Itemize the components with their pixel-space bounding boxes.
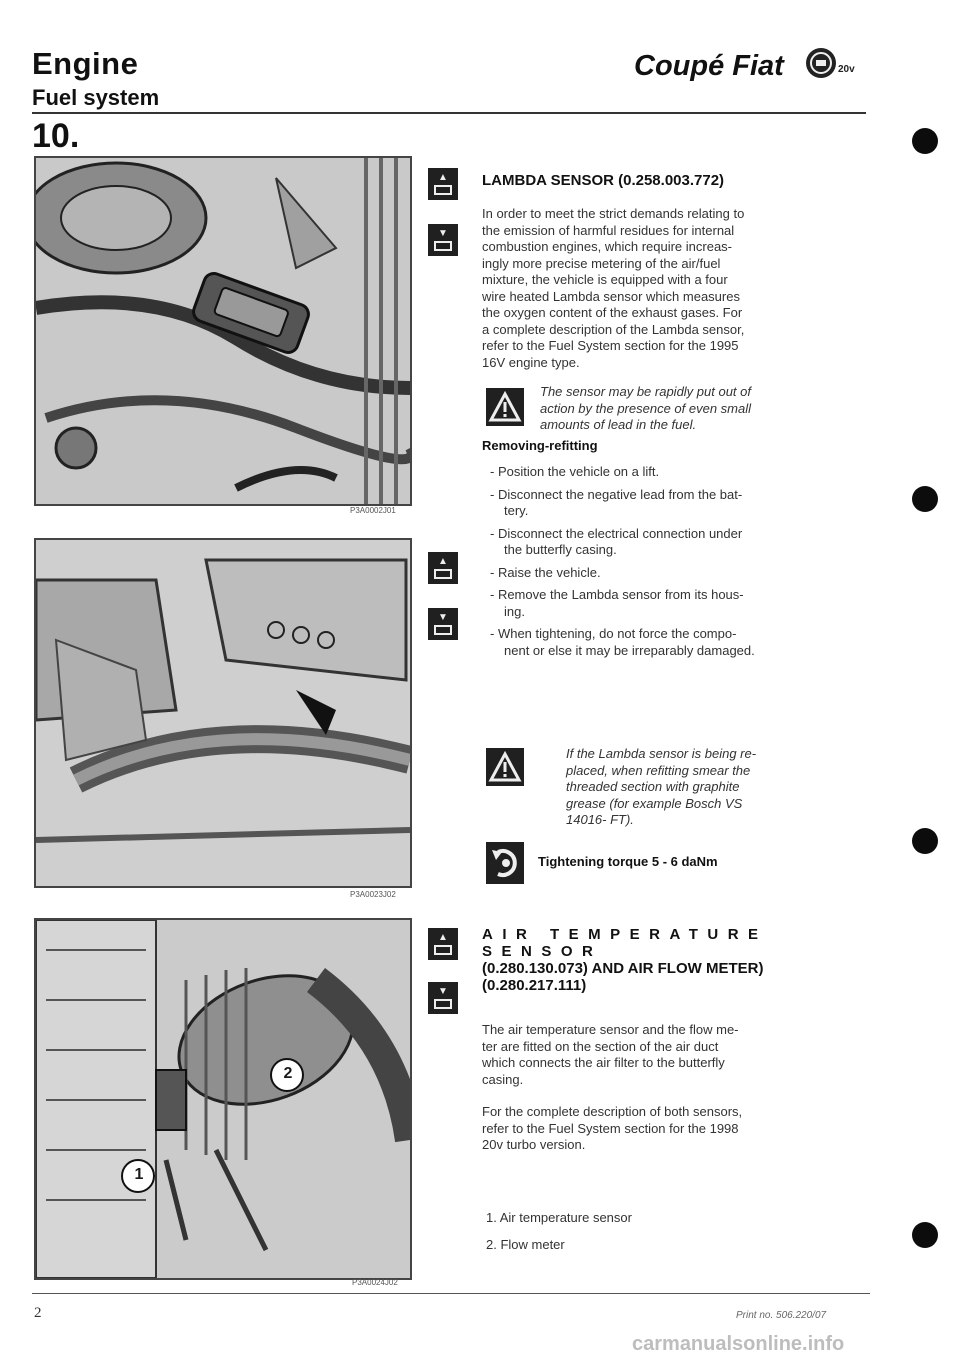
refit-note-line: If the Lambda sensor is being re-: [566, 746, 757, 761]
refit-note-line: threaded section with graphite: [566, 779, 740, 794]
refit-note-line: 14016- FT).: [566, 812, 634, 827]
engine-variant: 20v: [838, 64, 855, 75]
lambda-intro: [482, 206, 868, 371]
intro-line: wire heated Lambda sensor which measures: [482, 288, 740, 304]
step: [490, 565, 868, 582]
intro-line: combustion engines, which require increas-: [482, 239, 733, 254]
refit-note: [566, 746, 868, 829]
air-line: 20v turbo version.: [482, 1137, 586, 1152]
legend-item: 2. Flow meter: [486, 1236, 565, 1252]
footer-divider: [32, 1293, 870, 1294]
lambda-title: LAMBDA SENSOR (0.258.003.772): [482, 172, 725, 189]
intro-line: ingly more precise metering of the air/fuel: [482, 255, 721, 271]
air-para-2: [482, 1104, 868, 1154]
air-line: refer to the Fuel System section for the 1998: [482, 1120, 739, 1136]
legend-item: 1. Air temperature sensor: [486, 1210, 632, 1225]
intro-line: a complete description of the Lambda sensor,: [482, 321, 745, 337]
figure-code: P3A0002J01: [350, 506, 396, 515]
caution-line: amounts of lead in the fuel.: [540, 417, 697, 432]
binding-hole: [912, 486, 938, 512]
removal-icon: ▲: [428, 928, 458, 960]
air-title-line-1-text: AIR TEMPERATURE SENSOR: [482, 926, 768, 960]
step: [490, 526, 868, 559]
air-para-1: [482, 1022, 868, 1088]
intro-line: the oxygen content of the exhaust gases. For: [482, 305, 743, 320]
refit-note-line: grease (for example Bosch VS: [566, 795, 743, 811]
step-line: ing.: [504, 603, 525, 619]
air-line: casing.: [482, 1071, 524, 1087]
removal-icon: ▲: [428, 552, 458, 584]
step-line: - When tightening, do not force the compo-: [490, 626, 737, 641]
intro-line: the emission of harmful residues for internal: [482, 222, 735, 238]
refitting-icon: ▼: [428, 608, 458, 640]
callout-2: 2: [283, 1065, 293, 1082]
binding-hole: [912, 828, 938, 854]
caution-note: [540, 384, 868, 434]
watermark: carmanualsonline.info: [632, 1333, 845, 1355]
binding-hole: [912, 128, 938, 154]
refitting-icon: ▼: [428, 982, 458, 1014]
subsection-title: Fuel system: [32, 85, 160, 110]
removing-refitting-title: Removing-refitting: [482, 438, 598, 453]
air-line: The air temperature sensor and the flow me-: [482, 1022, 739, 1037]
step: [490, 464, 868, 481]
callout-1: 1: [134, 1166, 144, 1183]
caution-line: action by the presence of even small: [540, 400, 752, 416]
caution-line: The sensor may be rapidly put out of: [540, 384, 752, 399]
air-line: For the complete description of both sensors,: [482, 1104, 743, 1119]
step-line: - Position the vehicle on a lift.: [490, 464, 660, 479]
air-title-line-2: (0.280.130.073) AND AIR FLOW METER): [482, 960, 764, 977]
print-number: Print no. 506.220/07: [736, 1310, 827, 1321]
step-line: nent or else it may be irreparably damaged.: [504, 642, 755, 658]
intro-line: In order to meet the strict demands relating to: [482, 206, 745, 221]
figure-legend: [486, 1210, 872, 1253]
step: [490, 626, 868, 659]
caution-icon: [486, 388, 524, 426]
page-section-number: 10.: [32, 117, 80, 155]
section-title: Engine: [32, 46, 139, 81]
step-line: - Disconnect the negative lead from the bat-: [490, 486, 743, 502]
step: [490, 487, 868, 520]
page-number: 2: [34, 1305, 42, 1321]
photo-air-flow-meter: [34, 918, 412, 1280]
removal-icon: ▲: [428, 168, 458, 200]
header-divider: [32, 112, 866, 114]
air-title-line-1: [482, 926, 864, 960]
intro-line: 16V engine type.: [482, 354, 580, 370]
photo-lambda-sensor: [34, 538, 412, 888]
photo-lambda-connector: [34, 156, 412, 506]
refit-note-line: placed, when refitting smear the: [566, 762, 751, 778]
figure-code: P3A0023J02: [350, 890, 396, 899]
intro-line: mixture, the vehicle is equipped with a four: [482, 272, 728, 287]
air-title-line-3: (0.280.217.111): [482, 977, 587, 994]
air-line: ter are fitted on the section of the air duct: [482, 1038, 719, 1054]
air-title: [482, 926, 868, 994]
intro-line: refer to the Fuel System section for the 1995: [482, 338, 739, 353]
torque-wrench-icon: [486, 842, 524, 884]
step-line: the butterfly casing.: [504, 542, 617, 557]
torque-spec: Tightening torque 5 - 6 daNm: [538, 854, 718, 869]
refitting-icon: ▼: [428, 224, 458, 256]
brand-title: Coupé Fiat: [634, 50, 784, 82]
step-line: - Disconnect the electrical connection under: [490, 525, 743, 541]
step-line: - Remove the Lambda sensor from its hous-: [490, 587, 744, 602]
caution-icon: [486, 748, 524, 786]
brand-logo-icon: [806, 48, 836, 78]
removal-steps: [490, 464, 868, 665]
step-line: - Raise the vehicle.: [490, 564, 601, 580]
air-line: which connects the air filter to the butterfly: [482, 1055, 725, 1070]
figure-code: P3A0024J02: [352, 1278, 398, 1287]
step: [490, 587, 868, 620]
binding-hole: [912, 1222, 938, 1248]
step-line: tery.: [504, 503, 529, 518]
